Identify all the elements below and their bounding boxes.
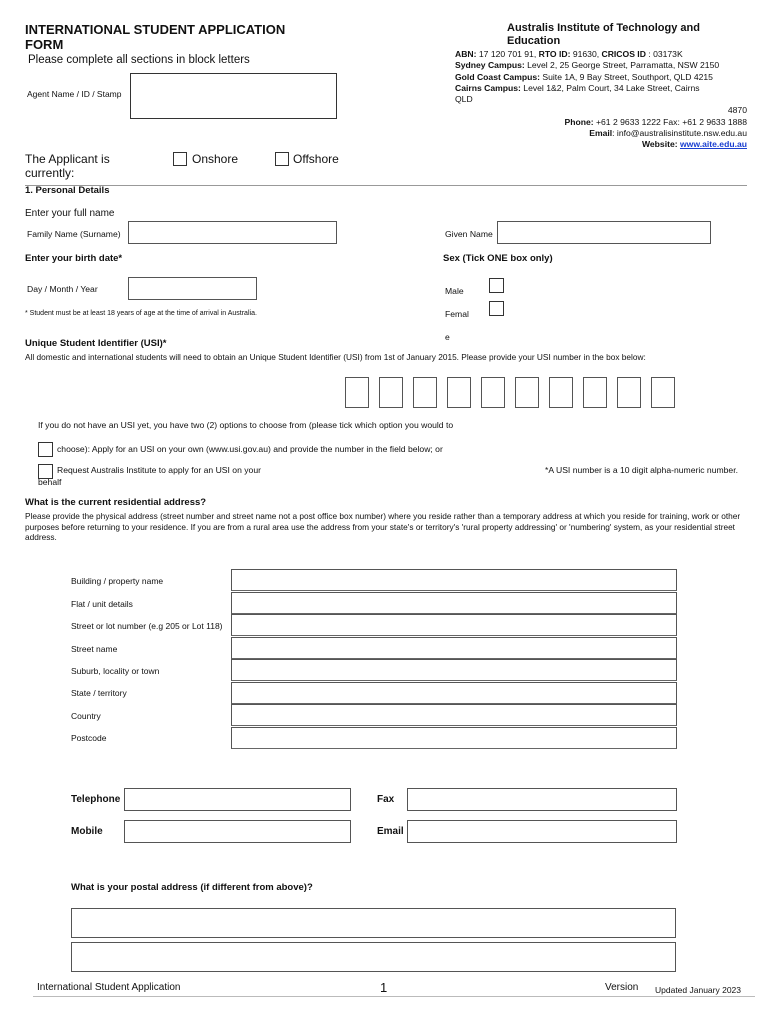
institute-name: Australis Institute of Technology and Education [507, 22, 700, 47]
institute-website: Website: www.aite.edu.au [641, 139, 747, 150]
cairns-state: QLD [455, 94, 473, 105]
offshore-label: Offshore [293, 152, 339, 166]
postcode-input[interactable] [231, 727, 677, 749]
postal-address-line-2[interactable] [71, 942, 676, 972]
goldcoast-campus: Gold Coast Campus: Suite 1A, 9 Bay Street, Southport, QLD 4215 [455, 71, 713, 82]
usi-intro: All domestic and international students will need to obtain an Unique Student Identifier (USI) from 1st of January 2015. Please provide your USI number in the box below: [25, 352, 646, 362]
address-label-postcode: Postcode [71, 733, 107, 743]
usi-digit-box[interactable] [515, 377, 539, 408]
mobile-label: Mobile [71, 826, 103, 837]
address-label-suburb: Suburb, locality or town [71, 666, 160, 676]
fax-input[interactable] [407, 788, 677, 811]
flat-input[interactable] [231, 592, 677, 614]
email-input[interactable] [407, 820, 677, 843]
form-title: INTERNATIONAL STUDENT APPLICATION FORM [25, 22, 286, 52]
birth-date-heading: Enter your birth date* [25, 253, 123, 264]
male-checkbox[interactable] [489, 278, 504, 293]
usi-digit-box[interactable] [617, 377, 641, 408]
agent-stamp-field[interactable] [130, 73, 337, 119]
street-name-input[interactable] [231, 637, 677, 659]
postal-heading: What is your postal address (if different from above)? [71, 882, 313, 893]
address-heading: What is the current residential address? [25, 497, 207, 508]
sex-heading: Sex (Tick ONE box only) [443, 253, 553, 264]
usi-digit-box[interactable] [481, 377, 505, 408]
usi-digit-box[interactable] [379, 377, 403, 408]
sydney-campus: Sydney Campus: Level 2, 25 George Street, Parramatta, NSW 2150 [455, 60, 720, 71]
usi-digit-box[interactable] [583, 377, 607, 408]
usi-option-1: choose): Apply for an USI on your own (www.usi.gov.au) and provide the number in the field below; or [57, 444, 443, 454]
onshore-checkbox[interactable] [173, 152, 187, 166]
personal-details-heading: 1. Personal Details [25, 185, 110, 196]
usi-option-2-wrap: behalf [38, 477, 62, 487]
institute-email: Email: info@australisinstitute.nsw.edu.au [589, 128, 747, 139]
onshore-label: Onshore [192, 152, 239, 166]
email-label: Email [377, 826, 404, 837]
given-name-label: Given Name [445, 229, 493, 239]
telephone-input[interactable] [124, 788, 351, 811]
section-divider [25, 185, 747, 186]
family-name-label: Family Name (Surname) [27, 229, 121, 239]
agent-label: Agent Name / ID / Stamp [27, 89, 122, 99]
fax-label: Fax [377, 794, 395, 805]
cairns-campus: Cairns Campus: Level 1&2, Palm Court, 34 Lake Street, Cairns [455, 82, 700, 93]
age-note: * Student must be at least 18 years of age at the time of arrival in Australia. [25, 310, 257, 317]
footer-divider [33, 996, 755, 997]
address-label-country: Country [71, 711, 101, 721]
birth-date-input[interactable] [128, 277, 257, 300]
building-input[interactable] [231, 569, 677, 591]
state-input[interactable] [231, 682, 677, 704]
page-number: 1 [380, 980, 388, 995]
suburb-input[interactable] [231, 659, 677, 681]
address-label-flat: Flat / unit details [71, 599, 133, 609]
institute-ids: ABN: 17 120 701 91, RTO ID: 91630, CRICOS ID : 03173K [455, 49, 683, 59]
form-subtitle: Please complete all sections in block letters [28, 54, 250, 66]
birth-date-label: Day / Month / Year [27, 284, 98, 294]
website-link[interactable]: www.aite.edu.au [679, 139, 747, 150]
footer-version: Version [605, 982, 639, 993]
usi-self-apply-checkbox[interactable] [38, 442, 53, 457]
telephone-label: Telephone [71, 794, 121, 805]
usi-note: *A USI number is a 10 digit alpha-numeric number. [545, 465, 738, 475]
address-label-street-name: Street name [71, 644, 118, 654]
usi-digit-box[interactable] [651, 377, 675, 408]
address-label-street-number: Street or lot number (e.g 205 or Lot 118) [71, 621, 223, 631]
offshore-checkbox[interactable] [275, 152, 289, 166]
female-label-wrap: e [445, 332, 450, 342]
footer-title: International Student Application [37, 982, 181, 993]
country-input[interactable] [231, 704, 677, 726]
female-label: Femal [445, 309, 469, 319]
usi-heading: Unique Student Identifier (USI)* [25, 338, 167, 349]
family-name-input[interactable] [128, 221, 337, 244]
address-label-state: State / territory [71, 688, 127, 698]
full-name-label: Enter your full name [25, 208, 115, 219]
institute-info [455, 22, 747, 151]
usi-digit-box[interactable] [413, 377, 437, 408]
applicant-status-label: The Applicant is currently: [25, 152, 110, 180]
usi-option-2: Request Australis Institute to apply for an USI on your [57, 465, 261, 475]
female-checkbox[interactable] [489, 301, 504, 316]
usi-digit-box[interactable] [447, 377, 471, 408]
usi-options-intro: If you do not have an USI yet, you have two (2) options to choose from (please tick which option you would to [38, 420, 454, 430]
address-description: Please provide the physical address (street number and street name not a post office box number) where you reside rather than a temporary address at which you reside for training, work or other purposes before returning to your residence. If you are from a rural area use the address from your state's or territory's 'rural property addressing' or 'numbering' system, as your residential street address. [25, 511, 741, 542]
street-number-input[interactable] [231, 614, 677, 636]
usi-digit-box[interactable] [549, 377, 573, 408]
institute-phone: Phone: +61 2 9633 1222 Fax: +61 2 9633 1888 [564, 116, 747, 127]
footer-updated: Updated January 2023 [655, 985, 742, 995]
usi-digit-box[interactable] [345, 377, 369, 408]
postal-address-line-1[interactable] [71, 908, 676, 938]
male-label: Male [445, 286, 464, 296]
address-label-building: Building / property name [71, 576, 164, 586]
cairns-postcode: 4870 [727, 105, 747, 116]
mobile-input[interactable] [124, 820, 351, 843]
given-name-input[interactable] [497, 221, 711, 244]
